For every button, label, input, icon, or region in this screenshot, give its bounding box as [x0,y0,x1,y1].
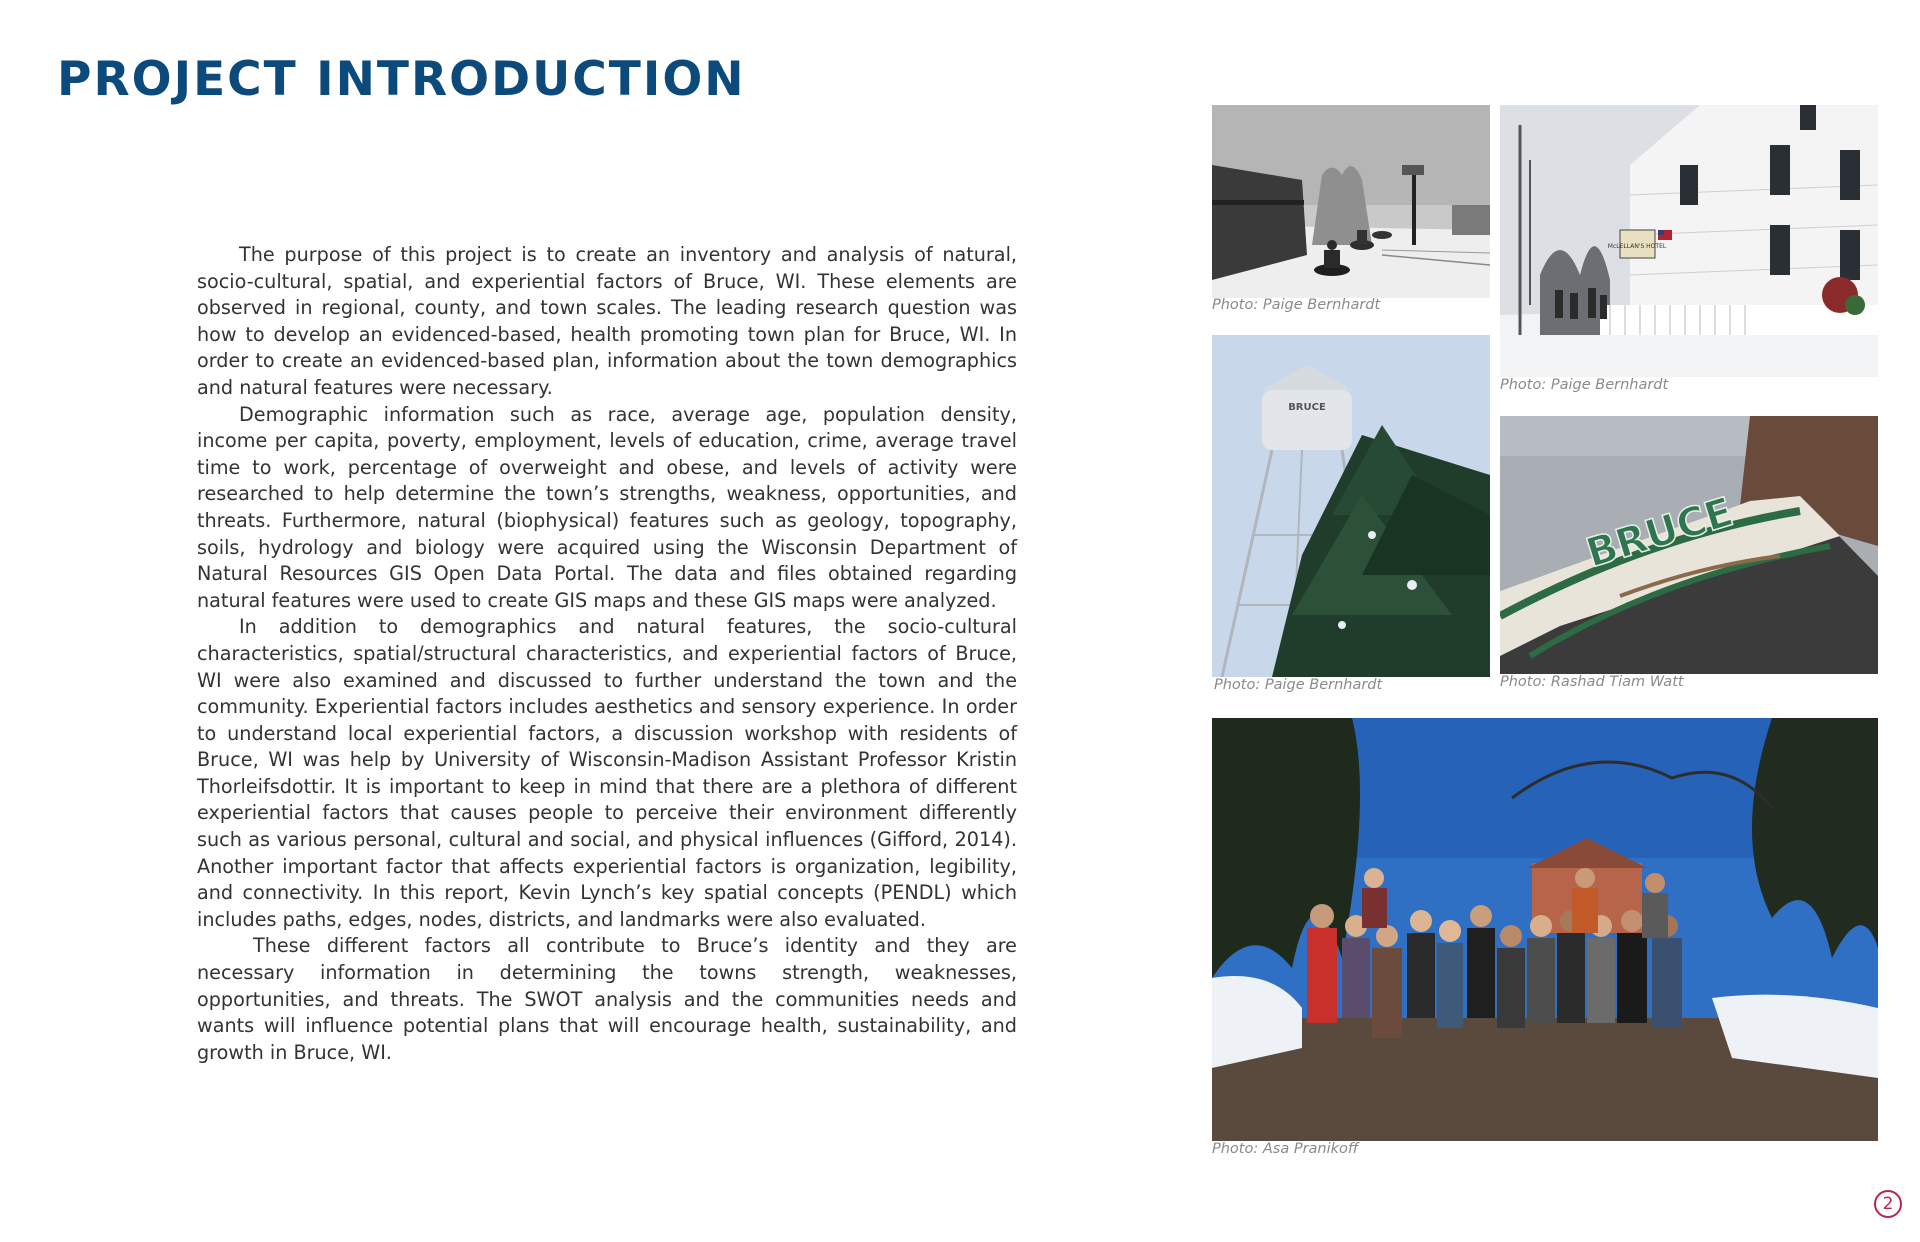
page-title: PROJECT INTRODUCTION [57,52,746,107]
paragraph-1: The purpose of this project is to create an inventory and analysis of natural, socio-cultural, spatial, and experiential factors of Bruce, WI. These elements are observed in regional, county, and town scales. The leading research question was how to develop an evidenced-based, health promoting town plan for Bruce, WI. In order to create an evidenced-based plan, information about the town demographics and natural features were necessary. [197,243,1017,399]
hotel-sign-text: McLELLAN'S HOTEL [1607,243,1667,250]
paragraph-3: In addition to demographics and natural features, the socio-cultural characteristics, spatial/structural characteristics, and experiential factors of Bruce, WI were also examined and discussed to further understand the town and the community. Experiential factors includes aesthetics and sensory experience. In order to understand local experiential factors, a discussion workshop with residents of Bruce, WI was help by University of Wisconsin-Madison Assistant Professor Kristin Thorleifsdottir. It is important to keep in mind that there are a plethora of different experiential factors that causes people to perceive their environment differently such as various personal, cultural and social, and physical influences (Gifford, 2014). Another important factor that affects experiential factors is organization, legibility, and connectivity. In this report, Kevin Lynch’s key spatial concepts (PENDL) which includes paths, edges, nodes, districts, and landmarks were also evaluated. [197,615,1017,931]
body-text [197,242,1017,1066]
caption-water-tower: Photo: Paige Bernhardt [1214,677,1383,693]
caption-theater: Photo: Rashad Tiam Watt [1500,674,1684,690]
photo-group [1212,718,1878,1141]
photo-theater [1500,416,1878,674]
photo-snowmobiles [1212,105,1490,298]
page-number: 2 [1874,1190,1902,1218]
marquee-text: BRUCE [1581,489,1739,577]
tower-text: BRUCE [1288,402,1326,413]
caption-group: Photo: Asa Pranikoff [1212,1141,1359,1157]
photo-hotel [1500,105,1878,377]
caption-snowmobiles: Photo: Paige Bernhardt [1212,297,1381,313]
caption-hotel: Photo: Paige Bernhardt [1500,377,1669,393]
paragraph-4: These different factors all contribute to Bruce’s identity and they are necessary information in determining the towns strength, weaknesses, opportunities, and threats. The SWOT analysis and the communities needs and wants will influence potential plans that will encourage health, sustainability, and growth in Bruce, WI. [197,934,1017,1064]
paragraph-2: Demographic information such as race, average age, population density, income per capita, poverty, employment, levels of education, crime, average travel time to work, percentage of overweight and obese, and levels of activity were researched to help determine the town’s strengths, weakness, opportunities, and threats. Furthermore, natural (biophysical) features such as geology, topography, soils, hydrology and biology were acquired using the Wisconsin Department of Natural Resources GIS Open Data Portal. The data and files obtained regarding natural features were used to create GIS maps and these GIS maps were analyzed. [197,402,1017,612]
photo-water-tower [1212,335,1490,677]
